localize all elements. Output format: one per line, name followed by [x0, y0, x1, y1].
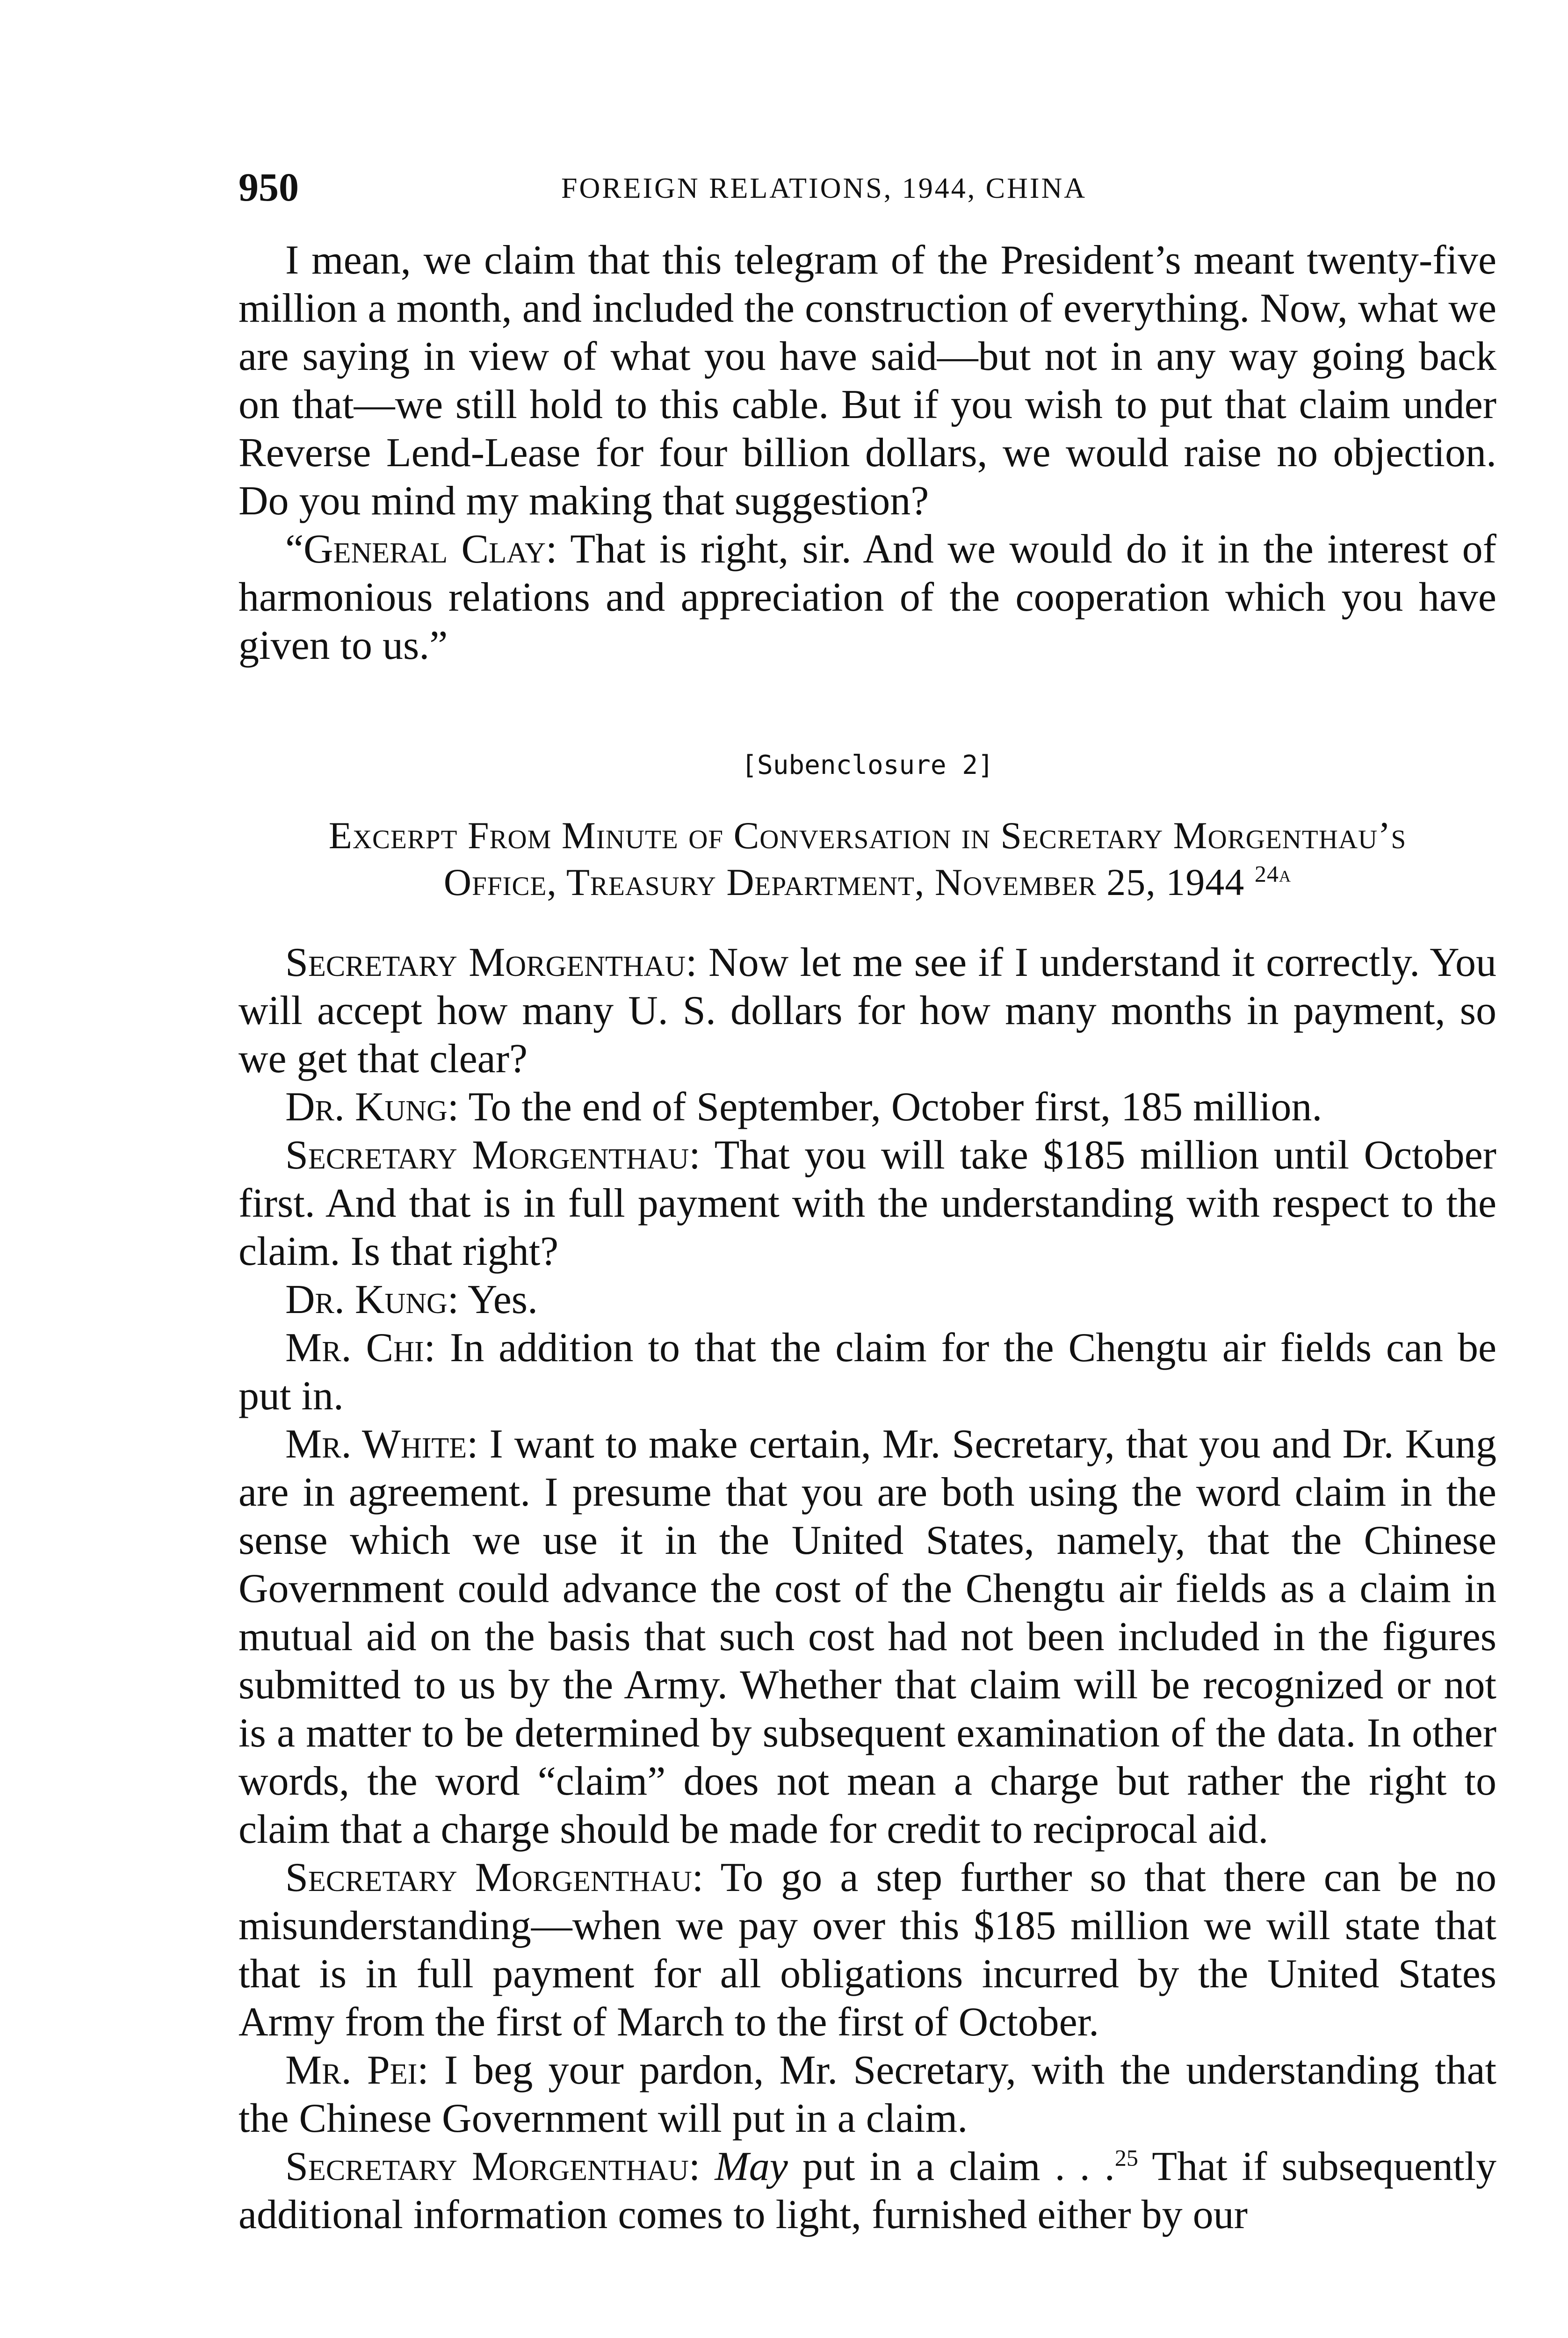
- speaker-name: Mr. White:: [285, 1422, 478, 1467]
- speaker-name: Secretary Morgenthau:: [285, 2144, 701, 2189]
- running-title: FOREIGN RELATIONS, 1944, CHINA: [561, 173, 1087, 204]
- speaker-name: Secretary Morgenthau:: [285, 1855, 704, 1900]
- speech-text: Yes.: [459, 1277, 538, 1322]
- paragraph: I mean, we claim that this telegram of the President’s meant twenty-five million a month, and included the construction of everything. Now, what we are saying in view of what you have said—but not in any way going back on that—we still hold to this cable. But if you wish to put that claim under Reverse Lend-Lease for four billion dollars, we would raise no objection. Do you mind my making that suggestion?: [238, 238, 1496, 524]
- speaker-name: “General Clay:: [285, 527, 557, 572]
- speech-text: Now let me see if I understand it correctly. You will accept how many U. S. dollars for how many months in payment, so we get that clear?: [238, 940, 1496, 1082]
- dialogue-entry: [238, 1324, 1496, 1420]
- dialogue-entry: [238, 1420, 1496, 1854]
- footnote-ref: 24a: [1254, 860, 1292, 887]
- heading-line-1: Excerpt From Minute of Conversation in Secretary Morgenthau’s: [328, 814, 1407, 857]
- speaker-name: Dr. Kung:: [285, 1084, 459, 1130]
- section-heading: [238, 812, 1496, 906]
- speech-text: To the end of September, October first, 185 million.: [459, 1084, 1322, 1130]
- dialogue-entry: [238, 938, 1496, 1083]
- dialogue-entry: [238, 1131, 1496, 1276]
- dialogue-entry: [238, 1276, 1496, 1324]
- speech-text: I want to make certain, Mr. Secretary, that you and Dr. Kung are in agreement. I presume that you are both using the word claim in the sense which we use it in the United States, namely, that the Chinese Government could advance the cost of the Chengtu air fields as a claim in mutual aid on the basis that such cost had not been included in the figures submitted to us by the Army. Whether that claim will be recognized or not is a matter to be determined by subsequent examination of the data. In other words, the word “claim” does not mean a charge but rather the right to claim that a charge should be made for credit to reciprocal aid.: [238, 1422, 1496, 1852]
- page-body: [238, 236, 1496, 2239]
- speaker-name: Mr. Pei:: [285, 2048, 429, 2093]
- speaker-name: Secretary Morgenthau:: [285, 1133, 701, 1178]
- speaker-name: Dr. Kung:: [285, 1277, 459, 1322]
- speech-text: That you will take $185 million until October first. And that is in full payment with the understanding with respect to the claim. Is that right?: [238, 1133, 1496, 1274]
- speaker-name: Secretary Morgenthau:: [285, 940, 697, 985]
- speaker-name: Mr. Chi:: [285, 1325, 436, 1371]
- speech-text: That is right, sir. And we would do it in the interest of harmonious relations and appreciation of the cooperation which you have given to us.”: [238, 527, 1496, 668]
- page-header: [238, 161, 1501, 217]
- speech-text: In addition to that the claim for the Chengtu air fields can be put in.: [238, 1325, 1496, 1419]
- dialogue-entry: [238, 1854, 1496, 2046]
- heading-line-2: [238, 859, 1496, 906]
- dialogue: [238, 938, 1496, 2239]
- heading-line-2-text: Office, Treasury Department, November 25, 1944: [443, 861, 1245, 903]
- speech-text: That if subsequently additional information comes to light, furnished either by our: [238, 2144, 1497, 2237]
- footnote-ref: 25: [1114, 2144, 1138, 2171]
- speech-text: put in a claim . . .: [788, 2144, 1115, 2189]
- subenclosure-label: [Subenclosure 2]: [741, 750, 994, 780]
- speech-text: To go a step further so that there can be no misunderstanding—when we pay over this $185 million we will state that that is in full payment for all obligations incurred by the United States Army from the first of March to the first of October.: [238, 1855, 1496, 2045]
- dialogue-entry: [238, 2046, 1496, 2143]
- emphasis-text: May: [715, 2144, 788, 2189]
- paragraph: [238, 525, 1496, 670]
- page-number: 950: [238, 165, 299, 209]
- dialogue-entry: [238, 1083, 1496, 1131]
- speech-text: I beg your pardon, Mr. Secretary, with the understanding that the Chinese Government will put in a claim.: [238, 2048, 1496, 2141]
- dialogue-entry: [238, 2143, 1496, 2239]
